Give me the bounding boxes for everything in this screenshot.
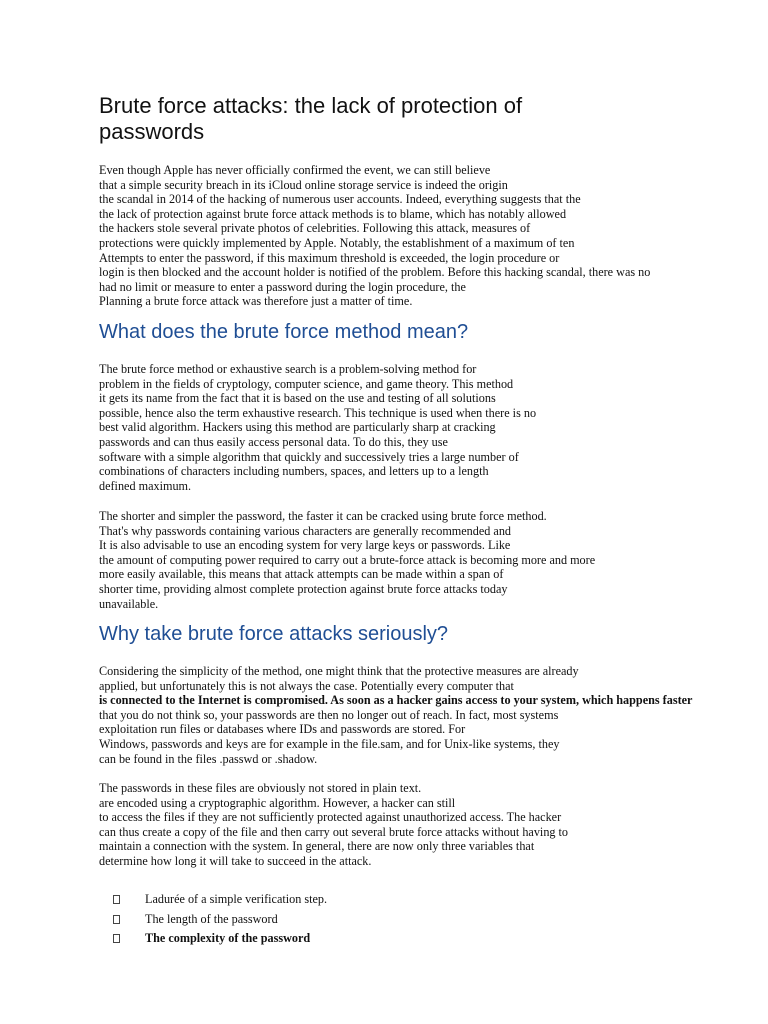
attack-variables-list [113,890,327,949]
brute-force-method-paragraph [99,362,719,493]
bullet-icon [113,915,120,924]
paragraph-line: more easily available, this means that attack attempts can be made within a span of [99,567,504,582]
password-length-paragraph [99,509,719,611]
paragraph-line: the lack of protection against brute force attack methods is to blame, which has notably allowed [99,206,567,221]
bullet-icon [113,934,120,943]
paragraph-line: had no limit or measure to enter a password during the login procedure, the [99,279,466,294]
paragraph-line: are encoded using a cryptographic algorithm. However, a hacker can still [99,795,456,810]
paragraph-line: exploitation run files or databases where IDs and passwords are stored. For [99,722,466,737]
paragraph-line: maintain a connection with the system. In general, there are now only three variables that [99,839,535,854]
list-item [113,890,327,910]
paragraph-line: combinations of characters including numbers, spaces, and letters up to a length [99,464,489,479]
list-item-text: The length of the password [145,911,278,926]
encoded-passwords-paragraph [99,781,719,869]
section-heading-why-serious: Why take brute force attacks seriously? [99,623,449,645]
paragraph-line: login is then blocked and the account holder is notified of the problem. Before this hacking scandal, there was no [99,265,651,280]
list-item [113,910,327,930]
paragraph-line: unavailable. [99,596,159,611]
paragraph-line: can thus create a copy of the file and then carry out several brute force attacks without having to [99,824,569,839]
paragraph-line: determine how long it will take to succeed in the attack. [99,853,372,868]
paragraph-line: applied, but unfortunately this is not always the case. Potentially every computer that [99,678,514,693]
paragraph-line: shorter time, providing almost complete protection against brute force attacks today [99,581,508,596]
paragraph-line: The passwords in these files are obviously not stored in plain text. [99,781,422,795]
intro-paragraph [99,163,719,309]
paragraph-line: Planning a brute force attack was therefore just a matter of time. [99,294,413,309]
document-title: Brute force attacks: the lack of protection of passwords [99,93,523,144]
paragraph-line: The shorter and simpler the password, the faster it can be cracked using brute force method. [99,509,547,523]
section-heading-brute-force-method: What does the brute force method mean? [99,321,469,343]
paragraph-line-bold: is connected to the Internet is compromised. As soon as a hacker gains access to your system, which happens faster [99,693,693,708]
paragraph-line: that a simple security breach in its iCloud online storage service is indeed the origin [99,177,508,192]
paragraph-line: passwords and can thus easily access personal data. To do this, they use [99,434,448,449]
paragraph-line: possible, hence also the term exhaustive research. This technique is used when there is no [99,405,537,420]
list-item [113,929,327,949]
paragraph-line: best valid algorithm. Hackers using this method are particularly sharp at cracking [99,420,496,435]
paragraph-line: software with a simple algorithm that quickly and successively tries a large number of [99,449,519,464]
paragraph-line: that you do not think so, your passwords are then no longer out of reach. In fact, most systems [99,707,559,722]
paragraph-line: to access the files if they are not sufficiently protected against unauthorized access. The hacker [99,810,562,825]
list-item-text: Ladurée of a simple verification step. [145,892,328,906]
paragraph-line: The brute force method or exhaustive search is a problem-solving method for [99,362,477,376]
paragraph-line: Attempts to enter the password, if this maximum threshold is exceeded, the login procedure or [99,250,560,265]
paragraph-line: Even though Apple has never officially confirmed the event, we can still believe [99,163,491,177]
paragraph-line: can be found in the files .passwd or .shadow. [99,751,318,766]
list-item-text: The complexity of the password [145,931,311,945]
paragraph-line: defined maximum. [99,478,192,493]
paragraph-line: It is also advisable to use an encoding system for very large keys or passwords. Like [99,538,511,553]
paragraph-line: problem in the fields of cryptology, computer science, and game theory. This method [99,376,514,391]
paragraph-line: the hackers stole several private photos of celebrities. Following this attack, measures of [99,221,531,236]
paragraph-line: the scandal in 2014 of the hacking of numerous user accounts. Indeed, everything suggests that the [99,192,581,207]
paragraph-line: That's why passwords containing various characters are generally recommended and [99,523,512,538]
paragraph-line: the amount of computing power required to carry out a brute-force attack is becoming more and more [99,552,596,567]
paragraph-line: it gets its name from the fact that it is based on the use and testing of all solutions [99,391,496,406]
paragraph-line: protections were quickly implemented by Apple. Notably, the establishment of a maximum of ten [99,235,575,250]
paragraph-line: Windows, passwords and keys are for example in the file.sam, and for Unix-like systems, they [99,736,560,751]
bullet-icon [113,895,120,904]
paragraph-line: Considering the simplicity of the method, one might think that the protective measures are already [99,664,579,678]
why-serious-paragraph [99,664,719,766]
